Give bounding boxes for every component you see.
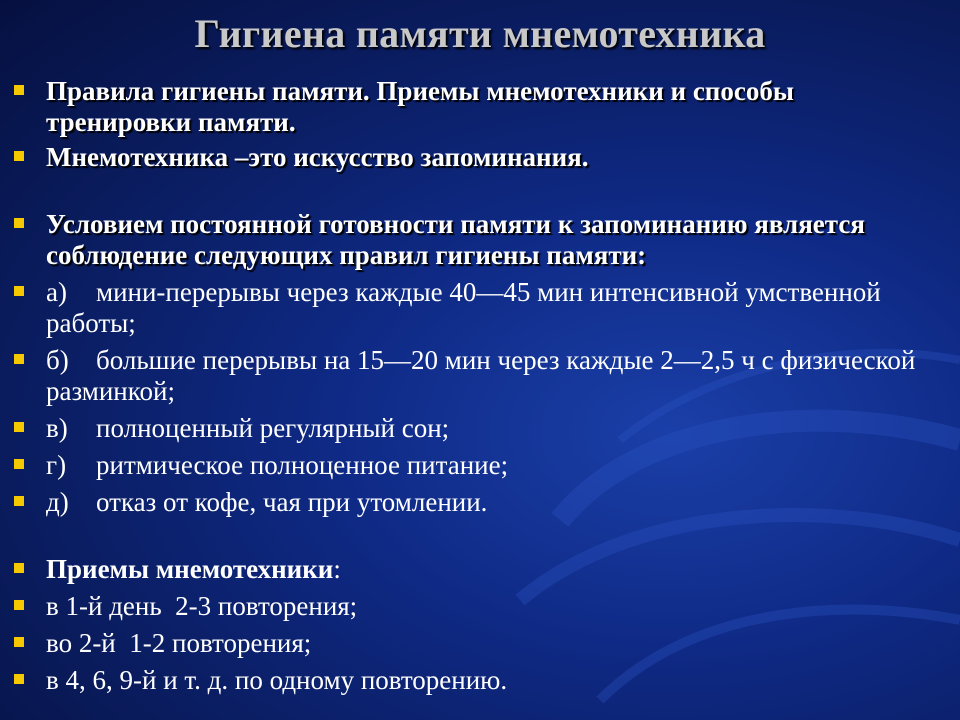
list-item-suffix: : (333, 554, 341, 584)
bullet-square-icon (14, 286, 24, 296)
list-item (10, 554, 945, 585)
bullet-square-icon (14, 674, 24, 684)
list-item (10, 76, 945, 138)
list-item-text: Мнемотехника –это искусство запоминания. (46, 142, 589, 172)
list-item (10, 209, 945, 271)
list-item-text: Правила гигиены памяти. Приемы мнемотехники и способы тренировки памяти. (46, 76, 794, 137)
list-item-text: Приемы мнемотехники (46, 554, 334, 584)
list-item-text: во 2-й 1-2 повторения; (46, 628, 312, 658)
list-item-text: в 1-й день 2-3 повторения; (46, 591, 358, 621)
bullet-square-icon (14, 218, 24, 228)
list-item-marker: б) (46, 345, 69, 375)
list-item (10, 487, 945, 518)
bullet-square-icon (14, 151, 24, 161)
list-item (10, 413, 945, 444)
list-item (10, 665, 945, 696)
bullet-square-icon (14, 563, 24, 573)
bullet-square-icon (14, 422, 24, 432)
list-item-text: мини-перерывы через каждые 40—45 мин интенсивной умственной работы; (46, 277, 881, 338)
bullet-square-icon (14, 600, 24, 610)
list-item-marker: г) (46, 450, 67, 480)
list-item-marker: в) (46, 413, 68, 443)
list-item-text: отказ от кофе, чая при утомлении. (96, 487, 488, 517)
list-item-text: Условием постоянной готовности памяти к запоминанию является соблюдение следующих правил гигиены памяти: (46, 209, 865, 270)
list-item-text: большие перерывы на 15—20 мин через каждые 2—2,5 ч с физической разминкой; (46, 345, 916, 406)
list-item (10, 142, 945, 173)
list-item-marker: а) (46, 277, 67, 307)
bullet-square-icon (14, 85, 24, 95)
bullet-square-icon (14, 637, 24, 647)
list-item (10, 450, 945, 481)
list-item-text: полноценный регулярный сон; (96, 413, 450, 443)
list-item (10, 345, 945, 407)
page-title: Гигиена памяти мнемотехника (194, 11, 766, 56)
list-item (10, 591, 945, 622)
list-item (10, 277, 945, 339)
list-item (10, 628, 945, 659)
bullet-square-icon (14, 354, 24, 364)
bullet-square-icon (14, 496, 24, 506)
list-item-marker: д) (46, 487, 69, 517)
list-item-text: ритмическое полноценное питание; (96, 450, 509, 480)
list-item-text: в 4, 6, 9-й и т. д. по одному повторению. (46, 665, 508, 695)
bullet-square-icon (14, 459, 24, 469)
bullet-list (10, 76, 945, 696)
